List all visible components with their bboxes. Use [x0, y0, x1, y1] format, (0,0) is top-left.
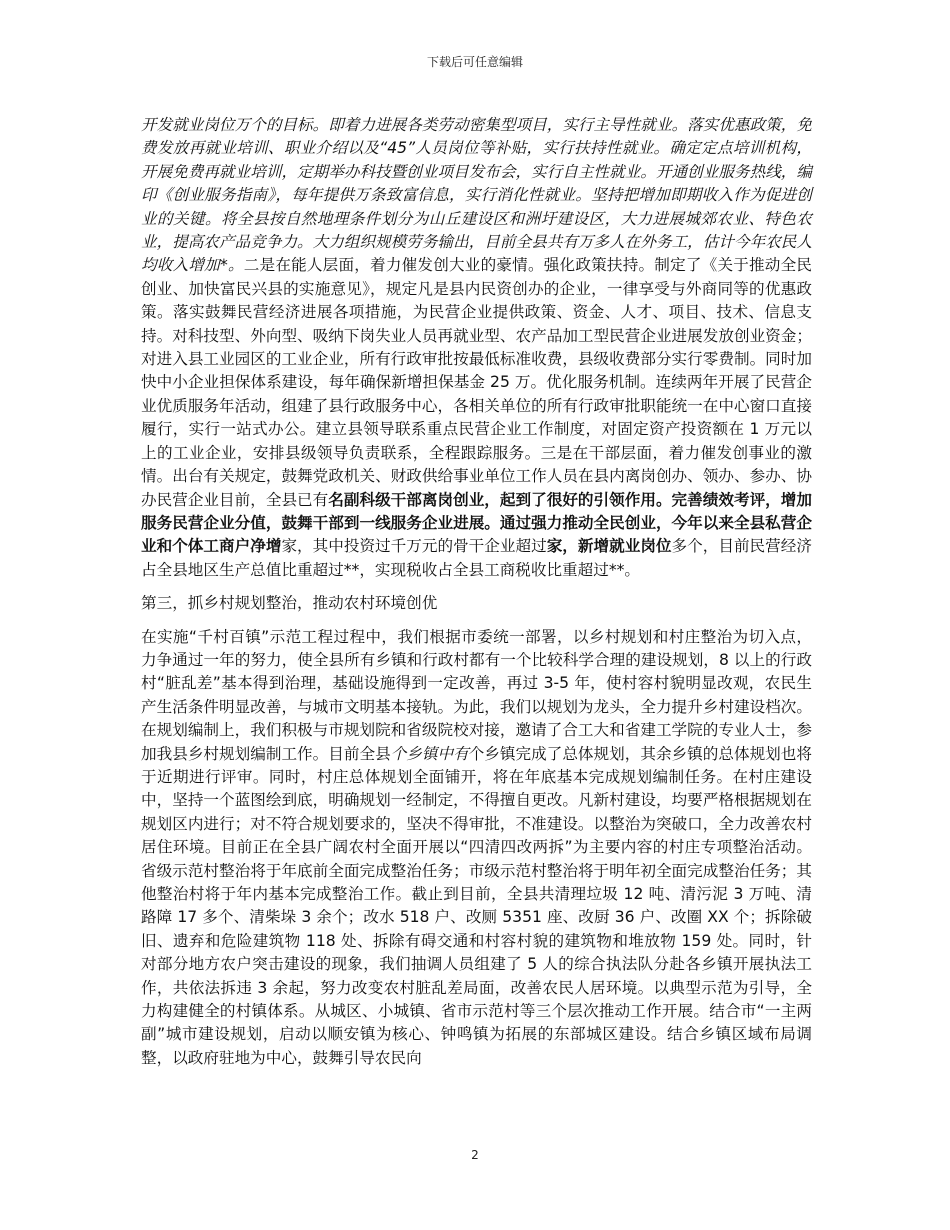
- bold-text: 家，新增就业岗位: [546, 537, 672, 556]
- body-text: 个乡镇完成了总体规划，其余乡镇的总体规划也将于近期进行评审。同时，村庄总体规划全面铺开，将在年底基本完成规划编制任务。在村庄建设中，坚持一个蓝图绘到底，明确规划一经制定，不得擅自更改。凡新村建设，均要严格根据规划在规划区内进行；对不符合规划要求的，坚决不得审批，不准建设。以整治为突破口，全力改善农村居住环境。目前正在全县广阔农村全面开展以“四清四改两拆”为主要内容的村庄专项整治活动。省级示范村整治将于年底前全面完成整治任务；市级示范村整治将于明年初全面完成整治任务；其他整治村将于年内基本完成整治工作。截止到目前，全县共清理垃圾 12 吨、清污泥 3 万吨、清路障 17 多个、清柴垛 3 余个；改水 518 户、改厕 5351 座、改厨 36 户、改圈 XX 个；拆除破旧、遗弃和危险建筑物 118 处、拆除有碍交通和村容村貌的建筑物和堆放物 159 处。同时，针对部分地方农户突击建设的现象，我们抽调人员组建了 5 人的综合执法队分赴各乡镇开展执法工作，共依法拆违 3 余起，努力改变农村脏乱差局面，改善农民人居环境。以典型示范为引导，全力构建健全的村镇体系。从城区、小城镇、省市示范村等三个层次推动工作开展。结合市“一主两副”城市建设规划，启动以顺安镇为核心、钟鸣镇为拓展的东部城区建设。结合乡镇区域布局调整，以政府驻地为中心，鼓舞引导农民向: [141, 744, 812, 1067]
- page-header: 下载后可任意编辑: [426, 55, 523, 69]
- body-paragraph: [141, 626, 812, 1071]
- body-text: 家，其中投资过千万元的骨干企业超过: [281, 537, 547, 556]
- body-paragraph: [141, 114, 812, 582]
- italic-text: 个乡镇中有: [390, 744, 469, 763]
- section-heading: 第三，抓乡村规划整治，推动农村环境创优: [141, 594, 438, 613]
- bold-text: 名副科级干部离岗创业，起到了很好的引领作用。完善绩效考评，增加服务民营企业分值，鼓舞干部到一线服务企业进展。通过强力推动全民创业，今年以来全县私营企业和个体工商户净增: [141, 490, 812, 556]
- page-number: 2: [471, 1148, 479, 1162]
- italic-text: 开发就业岗位万个的目标。即着力进展各类劳动密集型项目，实行主导性就业。落实优惠政策，免费发放再就业培训、职业介绍以及“45”人员岗位等补贴，实行扶持性就业。确定定点培训机构，开展免费再就业培训，定期举办科技暨创业项目发布会，实行自主性就业。开通创业服务热线，编印《创业服务指南》，每年提供万条致富信息，实行消化性就业。坚持把增加即期收入作为促进创业的关键。将全县按自然地理条件划分为山丘建设区和洲圩建设区，大力进展城郊农业、特色农业，提高农产品竞争力。大力组织规模劳务输出，目前全县共有万多人在外务工，估计今年农民人均收入增加*。: [141, 116, 812, 275]
- body-text: 在实施“千村百镇”示范工程过程中，我们根据市委统一部署，以乡村规划和村庄整治为切入点，力争通过一年的努力，使全县所有乡镇和行政村都有一个比较科学合理的建设规划，8 以上的行政村“脏乱差”基本得到治理，基础设施得到一定改善，再过 3-5 年，使村容村貌明显改观，农民生产生活条件明显改善，与城市文明基本接轨。为此，我们以规划为龙头，全力提升乡村建设档次。在规划编制上，我们积极与市规划院和省级院校对接，邀请了合工大和省建工学院的专业人士，参加我县乡村规划编制工作。目前全县: [141, 627, 812, 763]
- body-text: 多个，目前民营经济占全县地区生产总值比重超过**，实现税收占全县工商税收比重超过**。: [141, 537, 812, 579]
- body-text: 二是在能人层面，着力催发创大业的豪情。强化政策扶持。制定了《关于推动全民创业、加快富民兴县的实施意见》，规定凡是县内民资创办的企业，一律享受与外商同等的优惠政策。落实鼓舞民营经济进展各项措施，为民营企业提供政策、资金、人才、项目、技术、信息支持。对科技型、外向型、吸纳下岗失业人员再就业型、农产品加工型民营企业进展发放创业资金；对进入县工业园区的工业企业，所有行政审批按最低标准收费，县级收费部分实行零费制。同时加快中小企业担保体系建设，每年确保新增担保基金 25 万。优化服务机制。连续两年开展了民营企业优质服务年活动，组建了县行政服务中心，各相关单位的所有行政审批职能统一在中心窗口直接履行，实行一站式办公。建立县领导联系重点民营企业工作制度，对固定资产投资额在 1 万元以上的工业企业，安排县级领导负责联系，全程跟踪服务。三是在干部层面，着力催发创事业的激情。出台有关规定，鼓舞党政机关、财政供给事业单位工作人员在县内离岗创办、领办、参办、协办民营企业目前，全县已有: [141, 256, 812, 509]
- document-body: [141, 114, 812, 1081]
